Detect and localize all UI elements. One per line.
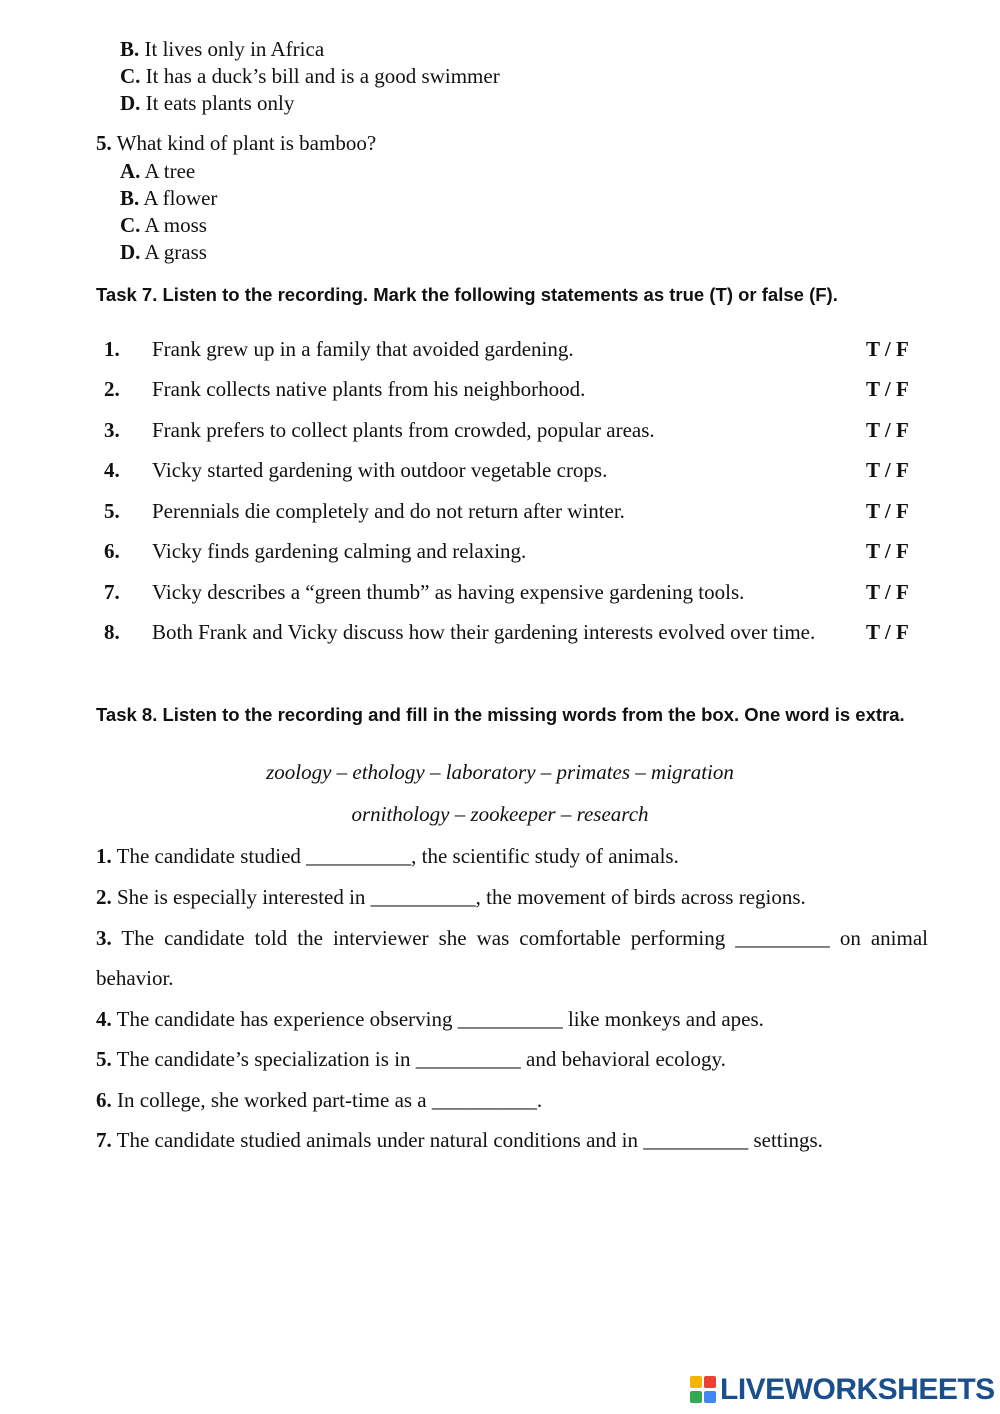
option-item: D. It eats plants only: [120, 91, 295, 115]
option-item: A. A tree: [120, 159, 196, 183]
fill-item: 3. The candidate told the interviewer she was comfortable performing _________ on animal behavior.: [96, 926, 928, 990]
true-false-choice[interactable]: T / F: [866, 620, 909, 644]
statement-text: Both Frank and Vicky discuss how their gardening interests evolved over time.: [152, 620, 816, 644]
true-false-choice[interactable]: T / F: [866, 418, 909, 442]
statement-number: 5.: [104, 499, 120, 523]
word-box-line: zoology – ethology – laboratory – primates – migration: [266, 760, 734, 784]
option-item: B. A flower: [120, 186, 218, 210]
statement-number: 4.: [104, 458, 120, 482]
question-text: 5. What kind of plant is bamboo?: [96, 131, 377, 155]
true-false-choice[interactable]: T / F: [866, 539, 909, 563]
statement-text: Frank prefers to collect plants from crowded, popular areas.: [152, 418, 655, 442]
task-7-heading: Task 7. Listen to the recording. Mark the following statements as true (T) or false (F).: [96, 284, 838, 305]
option-item: C. A moss: [120, 213, 207, 237]
statement-text: Frank collects native plants from his neighborhood.: [152, 377, 586, 401]
fill-item: 6. In college, she worked part-time as a __________.: [96, 1088, 543, 1112]
statement-text: Vicky describes a “green thumb” as having expensive gardening tools.: [152, 580, 745, 604]
statement-text: Frank grew up in a family that avoided gardening.: [152, 337, 574, 361]
true-false-choice[interactable]: T / F: [866, 580, 909, 604]
option-item: B. It lives only in Africa: [120, 37, 325, 61]
fill-item: 1. The candidate studied __________, the scientific study of animals.: [96, 844, 679, 868]
fill-item: 7. The candidate studied animals under natural conditions and in __________ settings.: [96, 1128, 823, 1152]
statement-text: Perennials die completely and do not return after winter.: [152, 499, 625, 523]
task-8-heading: Task 8. Listen to the recording and fill in the missing words from the box. One word is extra.: [96, 704, 905, 725]
true-false-choice[interactable]: T / F: [866, 377, 909, 401]
statement-number: 2.: [104, 377, 120, 401]
true-false-choice[interactable]: T / F: [866, 458, 909, 482]
fill-item: 4. The candidate has experience observing __________ like monkeys and apes.: [96, 1007, 764, 1031]
liveworksheets-logo-text: LIVEWORKSHEETS: [720, 1373, 995, 1406]
option-item: C. It has a duck’s bill and is a good swimmer: [120, 64, 500, 88]
true-false-choice[interactable]: T / F: [866, 337, 909, 361]
statement-number: 6.: [104, 539, 120, 563]
statement-number: 3.: [104, 418, 120, 442]
statement-text: Vicky started gardening with outdoor vegetable crops.: [152, 458, 608, 482]
fill-item: 5. The candidate’s specialization is in __________ and behavioral ecology.: [96, 1047, 726, 1071]
statement-text: Vicky finds gardening calming and relaxing.: [152, 539, 527, 563]
option-item: D. A grass: [120, 240, 207, 264]
word-box-line: ornithology – zookeeper – research: [351, 802, 649, 826]
true-false-choice[interactable]: T / F: [866, 499, 909, 523]
statement-number: 7.: [104, 580, 120, 604]
statement-number: 8.: [104, 620, 120, 644]
statement-number: 1.: [104, 337, 120, 361]
liveworksheets-logo-icon: [690, 1376, 716, 1404]
fill-item: 2. She is especially interested in __________, the movement of birds across regions.: [96, 885, 806, 909]
liveworksheets-logo: [690, 1373, 995, 1407]
